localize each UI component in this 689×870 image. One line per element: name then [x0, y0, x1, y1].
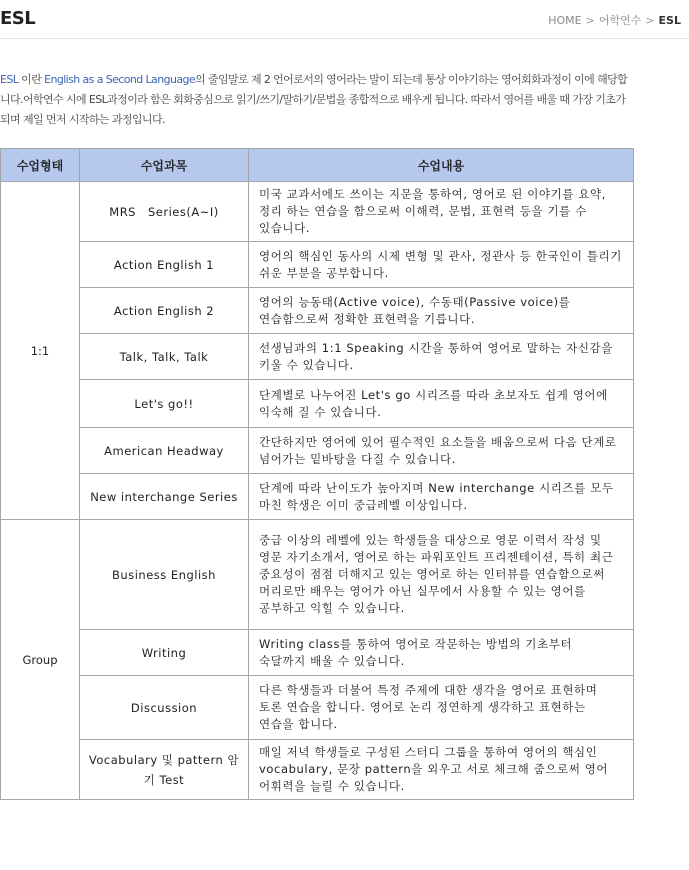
- subject-cell: Writing: [80, 630, 249, 676]
- content-cell: 다른 학생들과 더불어 특정 주제에 대한 생각을 영어로 표현하며 토론 연습을 합니다. 영어로 논리 정연하게 생각하고 표현하는 연습을 합니다.: [249, 676, 634, 740]
- table-header-row: [1, 149, 634, 182]
- intro-body: 의 줄임말로 제 2 언어로서의 영어라는 말이 되는데 통상 이야기하는 영어회화과정이 이에 해당합니다.어학연수 시에 ESL과정이라 함은 회화중심으로 읽기/쓰기/말하기/문법을 종합적으로 배우게 됩니다. 따라서 영어를 배울 때 가장 기초가 되며 제일 먼저 시작하는 과정입니다.: [0, 73, 628, 126]
- intro-lead: ESL: [0, 73, 19, 86]
- subject-cell: Talk, Talk, Talk: [80, 334, 249, 380]
- table-row: [1, 182, 634, 242]
- content-cell: 중급 이상의 레벨에 있는 학생들을 대상으로 영문 이력서 작성 및 영문 자기소개서, 영어로 하는 파워포인트 프리젠테이션, 특히 최근 중요성이 점점 더해지고 있는 영어로 하는 인터뷰를 연습함으로써 머리로만 배우는 영어가 아닌 실무에서 사용할 수 있는 영어를 공부하고 익힐 수 있습니다.: [249, 520, 634, 630]
- content-cell: Writing class를 통하여 영어로 작문하는 방법의 기초부터 숙달까지 배울 수 있습니다.: [249, 630, 634, 676]
- class-type-cell: 1:1: [1, 182, 80, 520]
- breadcrumb-language-study-link[interactable]: 어학연수: [598, 14, 642, 27]
- subject-cell: Discussion: [80, 676, 249, 740]
- class-type-cell: Group: [1, 520, 80, 800]
- subject-cell: American Headway: [80, 428, 249, 474]
- table-row: [1, 380, 634, 428]
- subject-cell: Vocabulary 및 pattern 암기 Test: [80, 740, 249, 800]
- header-content: 수업내용: [249, 149, 634, 182]
- table-row: [1, 676, 634, 740]
- subject-cell: Let's go!!: [80, 380, 249, 428]
- content-cell: 단계에 따라 난이도가 높아지며 New interchange 시리즈를 모두 마친 학생은 이미 중급레벨 이상입니다.: [249, 474, 634, 520]
- page-title: ESL: [0, 8, 36, 29]
- chevron-right-icon: >: [585, 13, 595, 27]
- table-row: [1, 288, 634, 334]
- table-row: [1, 474, 634, 520]
- table-row: [1, 428, 634, 474]
- subject-cell: New interchange Series: [80, 474, 249, 520]
- subject-cell: MRS Series(A~I): [80, 182, 249, 242]
- content-cell: 선생님과의 1:1 Speaking 시간을 통하여 영어로 말하는 자신감을 키울 수 있습니다.: [249, 334, 634, 380]
- breadcrumb-current: ESL: [658, 13, 681, 27]
- table-row: [1, 334, 634, 380]
- breadcrumb: [548, 12, 681, 28]
- header-subject: 수업과목: [80, 149, 249, 182]
- table-row: [1, 630, 634, 676]
- content-cell: 영어의 능동태(Active voice), 수동태(Passive voice)를 연습함으로써 정확한 표현력을 기릅니다.: [249, 288, 634, 334]
- header-class-type: 수업형태: [1, 149, 80, 182]
- content-cell: 단계별로 나누어진 Let's go 시리즈를 따라 초보자도 쉽게 영어에 익숙해 질 수 있습니다.: [249, 380, 634, 428]
- page-header: [0, 0, 689, 39]
- intro-expansion: English as a Second Language: [44, 73, 196, 86]
- table-row: [1, 242, 634, 288]
- curriculum-table: [0, 148, 634, 800]
- content-cell: 영어의 핵심인 동사의 시제 변형 및 관사, 정관사 등 한국인이 틀리기 쉬운 부분을 공부합니다.: [249, 242, 634, 288]
- content-cell: 미국 교과서에도 쓰이는 지문을 통하여, 영어로 된 이야기를 요약, 정리 하는 연습을 함으로써 이해력, 문법, 표현력 등을 기를 수 있습니다.: [249, 182, 634, 242]
- content-cell: 간단하지만 영어에 있어 필수적인 요소들을 배움으로써 다음 단계로 넘어가는 밑바탕을 다질 수 있습니다.: [249, 428, 634, 474]
- subject-cell: Business English: [80, 520, 249, 630]
- breadcrumb-home-link[interactable]: HOME: [548, 13, 582, 27]
- subject-cell: Action English 2: [80, 288, 249, 334]
- intro-connector: 이란: [18, 73, 45, 86]
- table-row: [1, 740, 634, 800]
- content-cell: 매일 저녁 학생들로 구성된 스터디 그룹을 통하여 영어의 핵심인 vocabulary, 문장 pattern을 외우고 서로 체크해 줌으로써 영어 어휘력을 늘릴 수 있습니다.: [249, 740, 634, 800]
- intro-paragraph: [0, 70, 630, 130]
- chevron-right-icon: >: [645, 13, 655, 27]
- subject-cell: Action English 1: [80, 242, 249, 288]
- table-row: [1, 520, 634, 630]
